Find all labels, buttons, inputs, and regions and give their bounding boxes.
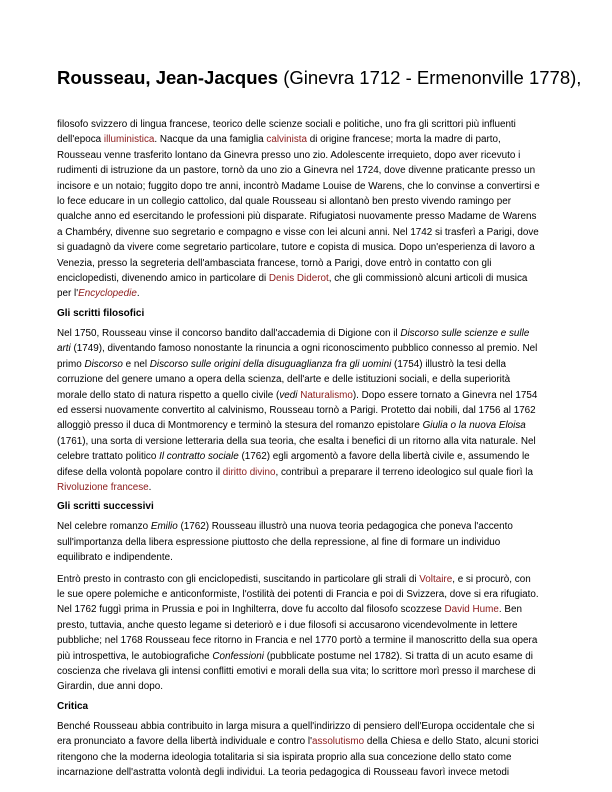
text-line: si guadagnò da vivere come segretario particolare, tutore e copista di musica. Dopo un'esperienza di lavoro a bbox=[57, 242, 535, 254]
italic-text: Il contratto sociale bbox=[159, 451, 239, 463]
paragraph-scritti-filosofici bbox=[57, 326, 557, 495]
heading-scritti-successivi: Gli scritti successivi bbox=[57, 501, 154, 513]
title-name: Rousseau, Jean-Jacques bbox=[57, 67, 279, 88]
text-line: Nel 1750, Rousseau vinse il concorso bandito dall'accademia di Digione con il Discorso sulle scienze e sulle bbox=[57, 327, 530, 339]
text-line: equilibrato e indipendente. bbox=[57, 552, 173, 564]
text-line: morale dello stato di natura rispetto a quello civile (vedi Naturalismo). Dopo essere tornato a Ginevra nel 1754 bbox=[57, 389, 538, 401]
text-line: dell'epoca illuministica. Nacque da una famiglia calvinista di origine francese; morta la madre di parto, bbox=[57, 134, 501, 146]
text-line: ritengono che la moderna ideologia totalitaria si sia ispirata proprio alla sua concezione dello stato come bbox=[57, 751, 512, 763]
text-line: qualche anno ed esercitando le professioni più disparate. Rifugiatosi nuovamente presso Madame de Warens bbox=[57, 211, 537, 223]
text-line: presto, tuttavia, anche questo legame si deteriorò e i due filosofi si accusarono vicendevolmente in lettere bbox=[57, 619, 518, 631]
italic-text: Discorso bbox=[84, 358, 123, 370]
text-line: incarnazione dell'astratta volontà degli individui. La teoria pedagogica di Rousseau favorì invece metodi bbox=[57, 767, 510, 779]
text-line: sull'importanza della libera espressione piuttosto che della repressione, al fine di formare un individuo bbox=[57, 536, 501, 548]
italic-text: arti bbox=[57, 343, 71, 355]
text-line: ed essersi nuovamente convertito al calvinismo, Rousseau tornò a Parigi. Protetto dai nobili, dal 1756 al 1762 bbox=[57, 404, 536, 416]
italic-text: Confessioni bbox=[212, 650, 264, 662]
text-line: pubbliche; nel 1768 Rousseau fece ritorno in Francia e nel 1770 portò a termine il manoscritto della sua opera bbox=[57, 635, 538, 647]
text-line: era pronunciato a favore della libertà individuale e contro l'assolutismo della Chiesa e dello Stato, alcuni storici bbox=[57, 736, 539, 748]
text-line: lo fece educare in un collegio cattolico, dal quale Rousseau si allontanò ben presto vivendo ramingo per bbox=[57, 196, 511, 208]
article-title bbox=[57, 66, 581, 90]
text-line: arti (1749), diventando famoso nonostante la rinuncia a ogni riconoscimento pubblico connesso al premio. Nel bbox=[57, 343, 538, 355]
article-link[interactable]: Naturalismo bbox=[300, 389, 353, 401]
article-link[interactable]: illuministica bbox=[103, 134, 155, 146]
article-link[interactable]: Denis Diderot bbox=[268, 273, 329, 285]
article-link[interactable]: diritto divino bbox=[222, 466, 276, 478]
intro-paragraph bbox=[57, 117, 557, 302]
italic-text: Emilio bbox=[150, 521, 178, 533]
text-line: Entrò presto in contrasto con gli enciclopedisti, suscitando in particolare gli strali di Voltaire, e si procurò, con bbox=[57, 573, 531, 585]
text-line: a Chambéry, divenne suo segretario e compagno e visse con lei alcuni anni. Nel 1742 si trasferì a Parigi, dove bbox=[57, 226, 539, 238]
text-line: celebre trattato politico Il contratto sociale (1762) egli argomentò a favore della libertà civile e, assumendo le bbox=[57, 451, 530, 463]
paragraph-critica bbox=[57, 719, 557, 781]
text-line: Benché Rousseau abbia contribuito in larga misura a quell'indirizzo di pensiero dell'Europa occidentale che si bbox=[57, 720, 535, 732]
italic-text: vedi bbox=[279, 389, 298, 401]
article-link[interactable]: Encyclopedie bbox=[78, 288, 137, 300]
text-line: incisore e un notaio; fuggito dopo tre anni, incontrò Madame Louise de Warens, che lo convinse a convertirsi e bbox=[57, 180, 540, 192]
italic-text: Giulia o la nuova Eloisa bbox=[422, 420, 526, 432]
text-line: primo Discorso e nel Discorso sulle origini della disuguaglianza fra gli uomini (1754) illustrò la tesi della bbox=[57, 358, 506, 370]
text-line: Girardin, due anni dopo. bbox=[57, 681, 163, 693]
heading-scritti-filosofici: Gli scritti filosofici bbox=[57, 307, 145, 319]
title-dates: (Ginevra 1712 - Ermenonville 1778), bbox=[278, 67, 582, 88]
paragraph-emilio bbox=[57, 519, 557, 565]
text-line: (1761), una sorta di versione letteraria della sua teoria, che esalta i benefici di un ritorno alla vita naturale. Nel bbox=[57, 435, 536, 447]
text-line: difese della volontà popolare contro il diritto divino, contribuì a preparare il terreno ideologico sul quale fiorì la bbox=[57, 466, 533, 478]
article-body bbox=[57, 117, 557, 780]
text-line: Venezia, presso la segreteria dell'ambasciata francese, tornò a Parigi, dove entrò in contatto con gli bbox=[57, 257, 492, 269]
italic-text: Discorso sulle origini della disuguaglianza fra gli uomini bbox=[149, 358, 392, 370]
italic-text: Discorso sulle scienze e sulle bbox=[400, 327, 530, 339]
article-link[interactable]: assolutismo bbox=[311, 736, 365, 748]
text-line: enciclopedisti, divenendo amico in particolare di Denis Diderot, che gli commissionò alcuni articoli di musica bbox=[57, 273, 528, 285]
heading-critica: Critica bbox=[57, 700, 89, 712]
article-link[interactable]: Voltaire bbox=[419, 573, 453, 585]
text-line: rudimenti di istruzione da un pastore, tornò da uno zio a Ginevra nel 1724, dove divenne praticante presso un bbox=[57, 165, 536, 177]
text-line: alloggiò presso il duca di Montmorency e terminò la stesura del romanzo epistolare Giulia o la nuova Eloisa bbox=[57, 420, 526, 432]
text-line: Rousseau venne trasferito lontano da Ginevra presso uno zio. Adolescente irrequieto, dopo aver ricevuto i bbox=[57, 149, 521, 161]
text-line: Nel 1762 fuggì prima in Prussia e poi in Inghilterra, dove fu accolto dal filosofo scozzese David Hume. Ben bbox=[57, 604, 522, 616]
text-line: coscienza che rivelava gli intensi conflitti emotivi e morali della sua vita; lo scrittore morì presso il marchese di bbox=[57, 666, 536, 677]
paragraph-enciclopedisti bbox=[57, 572, 557, 695]
text-line: corruzione del genere umano a opera della scienza, dell'arte e delle istituzioni sociali, e della superiorità bbox=[57, 374, 511, 386]
text-line: più introspettiva, le autobiografiche Confessioni (pubblicate postume nel 1782). Si tratta di un acuto esame di bbox=[57, 650, 533, 662]
article-link[interactable]: David Hume bbox=[444, 604, 499, 616]
text-line: Nel celebre romanzo Emilio (1762) Rousseau illustrò una nuova teoria pedagogica che poneva l'accento bbox=[57, 521, 513, 533]
article-link[interactable]: calvinista bbox=[266, 134, 308, 146]
text-line: le sue opere polemiche e anticonformiste, l'ostilità dei potenti di Francia e poi di Svizzera, dove si era rifugiato. bbox=[57, 588, 539, 600]
text-line: per l'Encyclopedie. bbox=[57, 288, 140, 300]
text-line: filosofo svizzero di lingua francese, teorico delle scienze sociali e politiche, uno fra gli scrittori più influenti bbox=[57, 119, 516, 130]
text-line: Rivoluzione francese. bbox=[57, 481, 152, 493]
article-link[interactable]: Rivoluzione francese bbox=[57, 481, 149, 493]
